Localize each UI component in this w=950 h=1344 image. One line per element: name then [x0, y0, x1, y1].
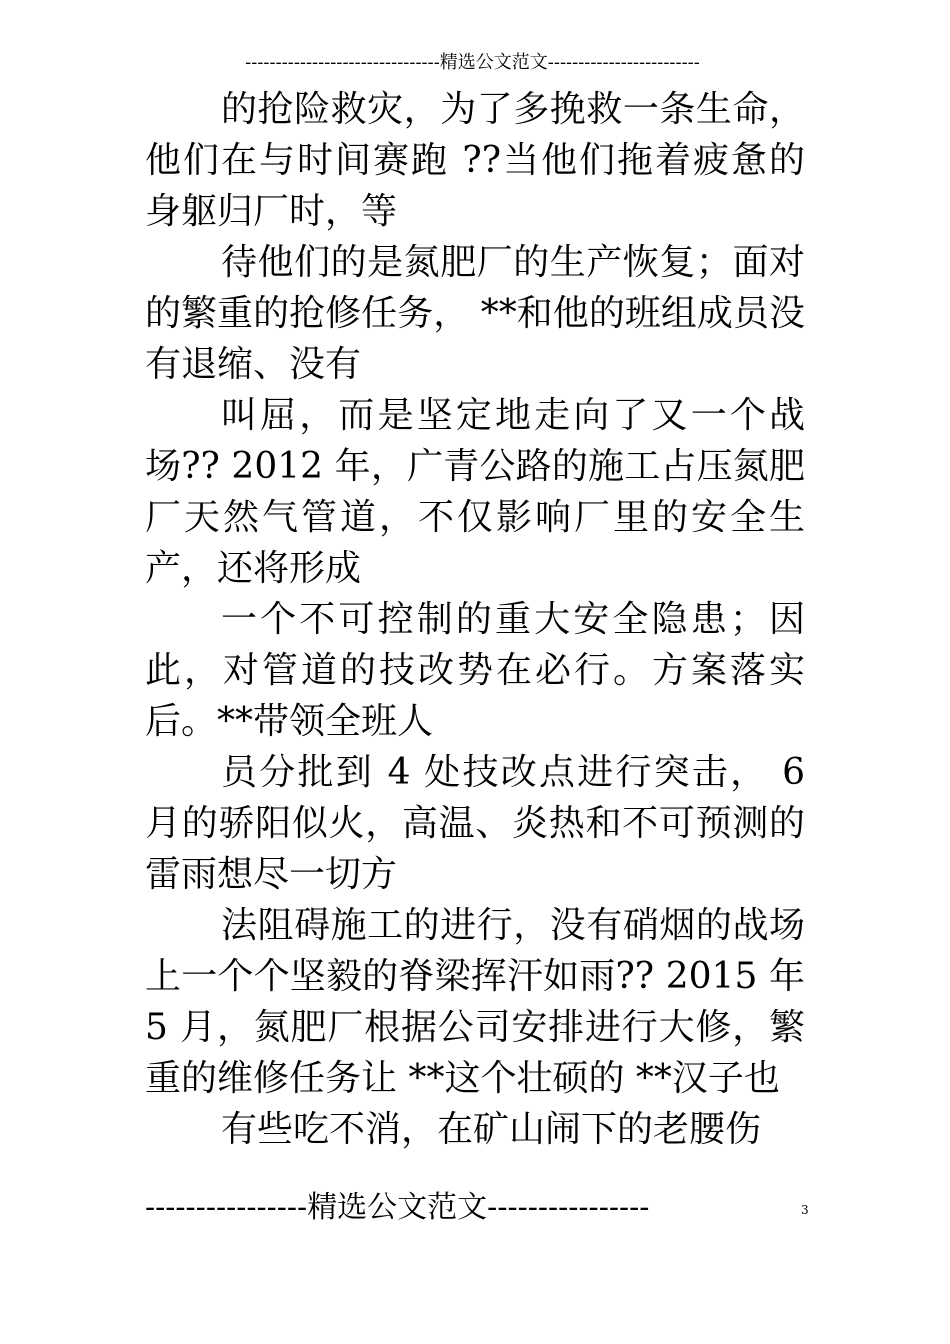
- page-number: 3: [801, 1203, 809, 1217]
- paragraph: 待他们的是氮肥厂的生产恢复；面对的繁重的抢修任务， **和他的班组成员没有退缩、没有: [145, 242, 805, 385]
- paragraph: 法阻碍施工的进行，没有硝烟的战场上一个个坚毅的脊梁挥汗如雨?? 2015 年 5 月，氮肥厂根据公司安排进行大修，繁重的维修任务让 **这个壮硕的 **汉子也: [145, 905, 805, 1099]
- paragraph: 的抢险救灾，为了多挽救一条生命，他们在与时间赛跑 ??当他们拖着疲惫的身躯归厂时，等: [145, 89, 805, 232]
- page-footer: ----------------精选公文范文----------------: [145, 1190, 650, 1225]
- paragraph: 有些吃不消，在矿山闹下的老腰伤: [221, 1109, 762, 1150]
- paragraph: 一个不可控制的重大安全隐患；因此，对管道的技改势在必行。方案落实后。**带领全班人: [145, 599, 805, 742]
- paragraph: 叫屈，而是坚定地走向了又一个战场?? 2012 年，广青公路的施工占压氮肥厂天然气管道，不仅影响厂里的安全生产，还将形成: [145, 395, 805, 589]
- page-header: --------------------------------精选公文范文-------------------------: [245, 52, 700, 73]
- document-body: [145, 84, 805, 1155]
- paragraph: 员分批到 4 处技改点进行突击， 6 月的骄阳似火，高温、炎热和不可预测的雷雨想尽一切方: [145, 752, 805, 895]
